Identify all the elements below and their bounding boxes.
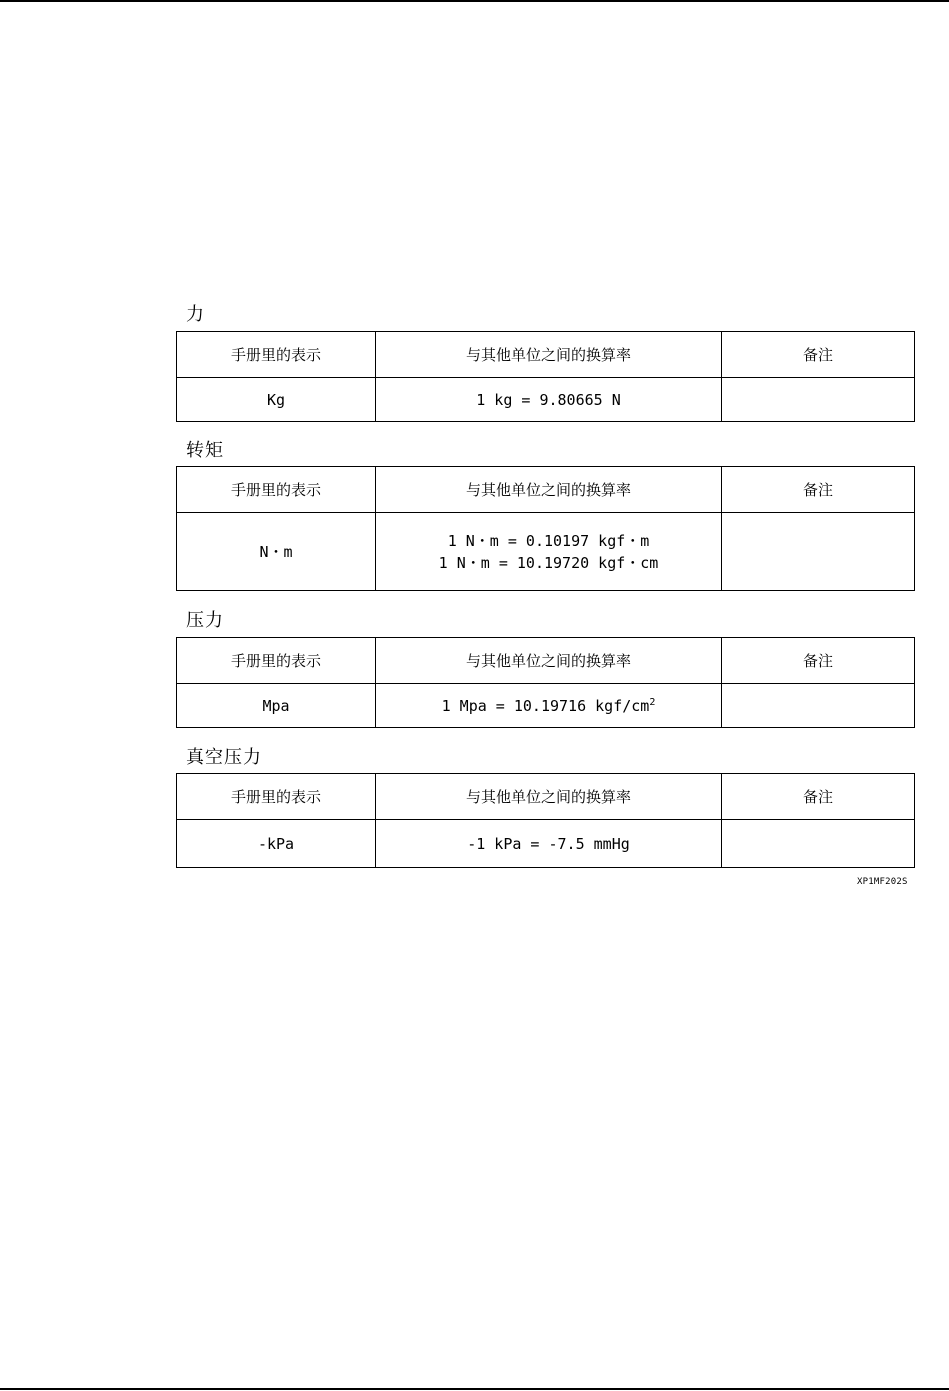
- unit-cell: N・m: [177, 513, 376, 591]
- conversion-line: 1 N・m = 10.19720 kgf・cm: [438, 553, 659, 572]
- header-conversion: 与其他单位之间的换算率: [376, 467, 722, 513]
- conversion-cell: [376, 378, 722, 422]
- header-notation: 手册里的表示: [177, 638, 376, 684]
- header-remarks: 备注: [722, 332, 915, 378]
- superscript-exponent: 2: [649, 696, 656, 708]
- pressure-table: [176, 637, 915, 728]
- top-rule: [0, 0, 949, 2]
- header-notation: 手册里的表示: [177, 467, 376, 513]
- section-title: 力: [186, 304, 205, 325]
- figure-reference-code: XP1MF202S: [857, 877, 908, 887]
- section-title: 转矩: [186, 440, 224, 461]
- unit-cell: Mpa: [177, 684, 376, 728]
- section-title: 压力: [186, 610, 224, 631]
- remarks-cell: [722, 513, 915, 591]
- header-notation: 手册里的表示: [177, 332, 376, 378]
- header-notation: 手册里的表示: [177, 774, 376, 820]
- force-table: [176, 331, 915, 422]
- header-remarks: 备注: [722, 638, 915, 684]
- conversion-cell: [376, 513, 722, 591]
- unit-cell: -kPa: [177, 820, 376, 868]
- bottom-rule: [0, 1388, 949, 1390]
- header-remarks: 备注: [722, 774, 915, 820]
- conversion-cell: [376, 684, 722, 728]
- remarks-cell: [722, 820, 915, 868]
- remarks-cell: [722, 378, 915, 422]
- conversion-cell: [376, 820, 722, 868]
- conversion-line: -1 kPa = -7.5 mmHg: [467, 834, 630, 853]
- vacuum-pressure-table: [176, 773, 915, 868]
- conversion-line: 1 kg = 9.80665 N: [476, 390, 621, 409]
- header-remarks: 备注: [722, 467, 915, 513]
- section-title: 真空压力: [186, 747, 262, 768]
- torque-table: [176, 466, 915, 591]
- header-conversion: 与其他单位之间的换算率: [376, 774, 722, 820]
- unit-cell: Kg: [177, 378, 376, 422]
- conversion-line: 1 N・m = 0.10197 kgf・m: [447, 531, 650, 550]
- header-conversion: 与其他单位之间的换算率: [376, 332, 722, 378]
- header-conversion: 与其他单位之间的换算率: [376, 638, 722, 684]
- conversion-line: 1 Mpa = 10.19716 kgf/cm: [441, 696, 650, 715]
- remarks-cell: [722, 684, 915, 728]
